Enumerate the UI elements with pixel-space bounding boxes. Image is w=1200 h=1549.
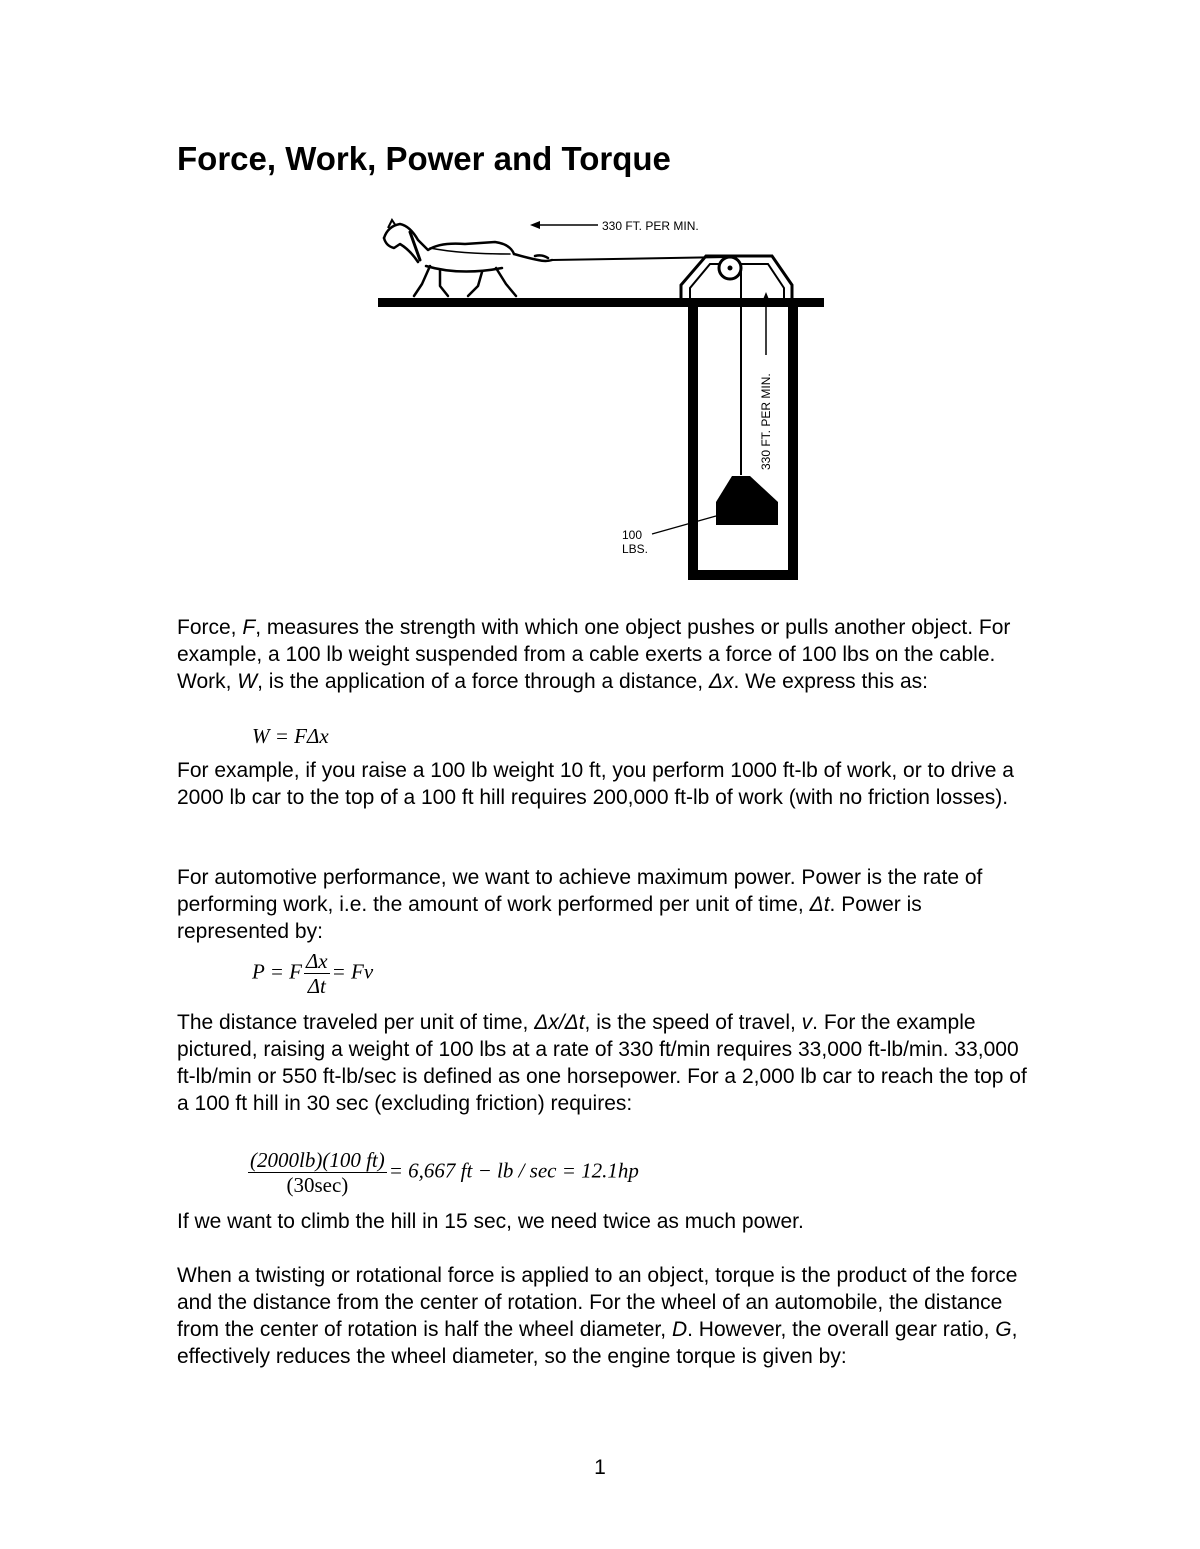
page-title: Force, Work, Power and Torque <box>177 140 671 177</box>
hill-numerator: (2000lb)(100 ft) <box>250 1148 385 1172</box>
equation-work: W = FΔx <box>252 724 329 748</box>
equation-power: P = F $\frac{\Delta x}{\Delta t}$ = Fv <box>252 949 374 998</box>
hill-denominator: (30sec) <box>286 1173 349 1197</box>
page-number: 1 <box>594 1456 606 1479</box>
weight-label-line2: LBS. <box>622 542 649 556</box>
power-denominator: Δt <box>307 974 326 998</box>
equation-hill-power: $\frac{(2000lb)(100 ft)}{(30\sec)}$ = 6,667 ft − lb / sec = 12.1hp <box>250 1148 639 1197</box>
horse-icon <box>384 224 552 296</box>
top-speed-label: 330 FT. PER MIN. <box>602 219 699 233</box>
paragraph-speed: The distance traveled per unit of time, Δx/Δt, is the speed of travel, v. For the example pictured, raising a weight of 100 lbs at a rate of 330 ft/min requires 33,000 ft-lb/min. 33,000 ft-lb/min or 550 ft-lb/sec is defined as one horsepower. For a 2,000 lb car to reach the top of a 100 ft hill in 30 sec (excluding friction) requires: <box>177 1011 1027 1115</box>
power-fraction <box>304 949 330 998</box>
shaft-left-wall <box>688 298 698 580</box>
hill-fraction <box>248 1148 387 1197</box>
ground-surface <box>378 298 824 307</box>
paragraph-twice-power: If we want to climb the hill in 15 sec, we need twice as much power. <box>177 1210 804 1233</box>
paragraph-force-work: Force, F, measures the strength with which one object pushes or pulls another object. For example, a 100 lb weight suspended from a cable exerts a force of 100 lbs on the cable. Work, W, is the application of a force through a distance, Δx. We express this as: <box>177 616 1011 693</box>
shaft-right-wall <box>788 298 798 580</box>
paragraph-work-example: For example, if you raise a 100 lb weight 10 ft, you perform 1000 ft-lb of work, or to drive a 2000 lb car to the top of a 100 ft hill requires 200,000 ft-lb of work (with no friction losses). <box>177 759 1014 809</box>
power-numerator: Δx <box>305 949 328 973</box>
paragraph-torque: When a twisting or rotational force is applied to an object, torque is the product of the force and the distance from the center of rotation. For the wheel of an automobile, the distance from the center of rotation is half the wheel diameter, D. However, the overall gear ratio, G, effectively reduces the wheel diameter, so the engine torque is given by: <box>177 1264 1018 1368</box>
shaft-bottom <box>688 570 798 580</box>
weight-label-line1: 100 <box>622 528 643 542</box>
paragraph-power: For automotive performance, we want to achieve maximum power. Power is the rate of performing work, i.e. the amount of work performed per unit of time, Δt. Power is represented by: <box>177 866 983 943</box>
side-speed-label: 330 FT. PER MIN. <box>759 373 773 470</box>
horsepower-illustration <box>370 180 840 580</box>
